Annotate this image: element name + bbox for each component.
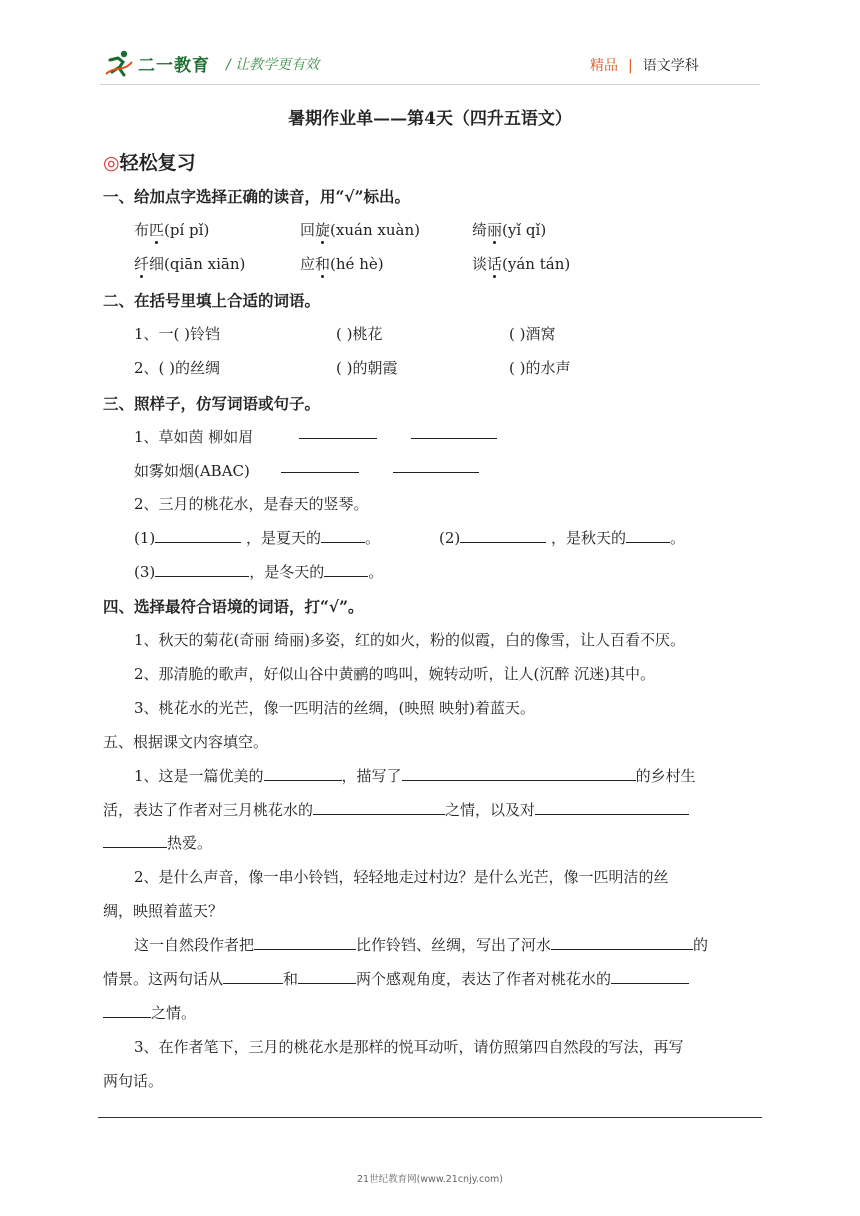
page-title: 暑期作业单——第4天（四升五语文） (288, 109, 572, 129)
q4-sentence: 3、桃花水的光芒，像一匹明洁的丝绸，(映照 映射)着蓝天。 (134, 699, 536, 717)
q5-line: 1、这是一篇优美的 ，描写了 的乡村生 (134, 767, 696, 785)
q5-line: 活，表达了作者对三月桃花水的 之情，以及对 (103, 799, 689, 820)
q1-heading: 一、给加点字选择正确的读音，用“√”标出。 (103, 187, 411, 206)
q5-line: 3、在作者笔下，三月的桃花水是那样的悦耳动听，请仿照第四自然段的写法，再写 (134, 1038, 684, 1056)
q5-line: 2、是什么声音，像一串小铃铛，轻轻地走过村边？是什么光芒，像一匹明洁的丝 (134, 868, 669, 886)
subject-label: 语文学科 (642, 58, 699, 74)
runner-logo-icon (104, 48, 134, 78)
header-right (590, 55, 699, 75)
q4-heading: 四、选择最符合语境的词语，打“√”。 (103, 597, 364, 616)
header-separator: | (628, 58, 633, 74)
answer-blank (411, 424, 497, 443)
q3-sentence: (2) ，是秋天的 。 (439, 529, 686, 547)
slogan: / 让教学更有效 (226, 57, 320, 73)
header-divider (100, 84, 760, 85)
q5-line: 之情。 (103, 1002, 196, 1023)
q3-example-3: 2、三月的桃花水，是春天的竖琴。 (134, 495, 369, 513)
q1-item: 纤细(qiān xiān) (134, 255, 246, 273)
q3-example-2: 如雾如烟(ABAC) (134, 462, 250, 480)
q1-item: 布匹(pí pǐ) (134, 221, 210, 239)
q5-heading: 五、根据课文内容填空。 (103, 733, 269, 751)
q3-heading: 三、照样子，仿写词语或句子。 (103, 394, 321, 413)
q5-line: 绸，映照着蓝天？ (103, 902, 224, 920)
q1-item: 绮丽(yǐ qǐ) (472, 221, 547, 239)
q3-example-1: 1、草如茵 柳如眉 (134, 428, 254, 446)
section-review (103, 148, 196, 175)
answer-blank (281, 458, 359, 477)
q5-line: 热爱。 (103, 832, 212, 853)
q3-sentence: (3) ，是冬天的 。 (134, 563, 384, 581)
logo (104, 46, 210, 80)
q2-cell: 2、( )的丝绸 (134, 359, 221, 377)
q2-cell: ( )的朝霞 (336, 359, 398, 377)
q4-sentence: 2、那清脆的歌声，好似山谷中黄鹂的鸣叫，婉转动听，让人(沉醉 沉迷)其中。 (134, 665, 656, 683)
q1-item: 回旋(xuán xuàn) (300, 221, 420, 239)
answer-blank (299, 424, 377, 443)
q2-heading: 二、在括号里填上合适的词语。 (103, 291, 321, 310)
q5-line: 情景。这两句话从 和 两个感观角度，表达了作者对桃花水的 (103, 968, 689, 989)
q2-cell: ( )桃花 (336, 325, 383, 343)
footer: 21世纪教育网(www.21cnjy.com) (356, 1174, 503, 1185)
q2-cell: 1、一( )铃铛 (134, 325, 221, 343)
section-review-label: 轻松复习 (119, 152, 196, 174)
answer-blank (393, 458, 479, 477)
q2-cell: ( )酒窝 (509, 325, 556, 343)
bullseye-icon: ◎ (103, 152, 120, 174)
q4-sentence: 1、秋天的菊花(奇丽 绮丽)多姿，红的如火，粉的似霞，白的像雪，让人百看不厌。 (134, 631, 686, 649)
q1-item: 谈话(yán tán) (472, 255, 571, 273)
answer-line (98, 1117, 762, 1118)
q2-cell: ( )的水声 (509, 359, 571, 377)
q5-line: 这一自然段作者把 比作铃铛、丝绸，写出了河水 的 (134, 936, 709, 954)
q3-sentence: (1) ，是夏天的 。 (134, 529, 381, 547)
quality-tag: 精品 (590, 58, 618, 74)
q1-item: 应和(hé hè) (300, 255, 384, 273)
logo-text: 二一教育 (138, 55, 210, 76)
q5-line: 两句话。 (103, 1072, 164, 1090)
